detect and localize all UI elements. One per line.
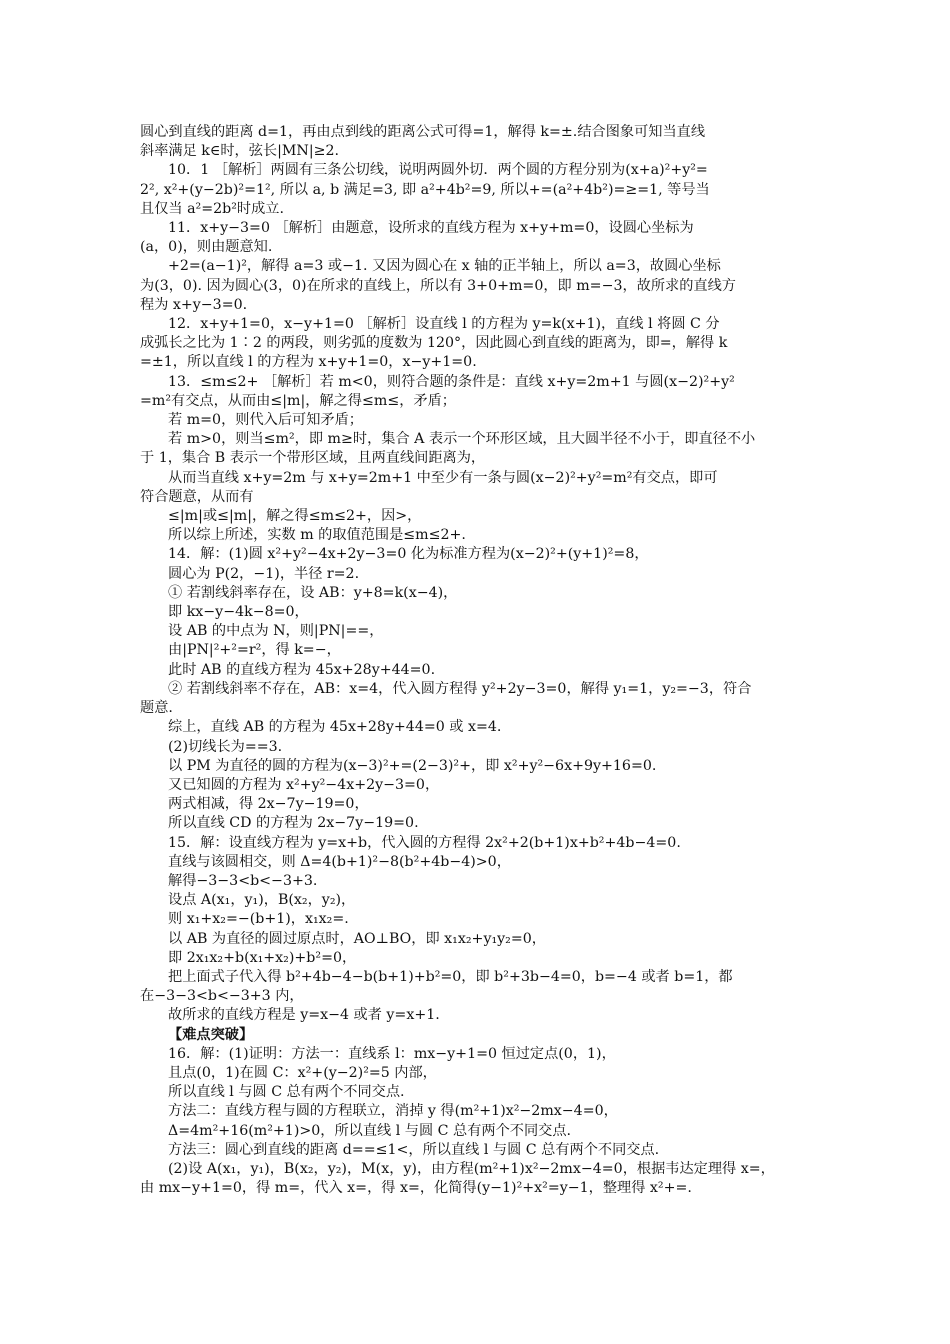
text-line: Δ=4m²+16(m²+1)>0，所以直线 l 与圆 C 总有两个不同交点. — [168, 1122, 572, 1139]
text-line: 由|PN|²+²=r²，得 k=−， — [168, 642, 341, 659]
text-line: 以 AB 为直径的圆过原点时，AO⊥BO，即 x₁x₂+y₁y₂=0， — [168, 930, 546, 947]
text-line: 所以直线 l 与圆 C 总有两个不同交点. — [168, 1084, 405, 1101]
text-line: 直线与该圆相交，则 Δ=4(b+1)²−8(b²+4b−4)>0， — [168, 853, 511, 870]
text-line: (a，0)，则由题意知. — [140, 239, 273, 256]
text-line: 12．x+y+1=0，x−y+1=0 ［解析］设直线 l 的方程为 y=k(x+1)，直线 l 将圆 C 分 — [168, 316, 720, 333]
text-line: 又已知圆的方程为 x²+y²−4x+2y−3=0， — [168, 776, 440, 793]
text-line: 设 AB 的中点为 N，则|PN|==， — [168, 623, 384, 640]
text-line: 此时 AB 的直线方程为 45x+28y+44=0. — [168, 661, 436, 678]
text-line: 且点(0，1)在圆 C：x²+(y−2)²=5 内部， — [168, 1064, 437, 1081]
text-line: +2=(a−1)²，解得 a=3 或−1. 又因为圆心在 x 轴的正半轴上，所以 a=3，故圆心坐标 — [168, 258, 721, 275]
text-line: ① 若割线斜率存在，设 AB：y+8=k(x−4)， — [168, 584, 458, 601]
text-line: 则 x₁+x₂=−(b+1)，x₁x₂=. — [168, 911, 349, 928]
text-line: 即 2x₁x₂+b(x₁+x₂)+b²=0， — [168, 949, 357, 966]
text-line: 以 PM 为直径的圆的方程为(x−3)²+=(2−3)²+，即 x²+y²−6x+9y+16=0. — [168, 757, 657, 774]
text-line: 故所求的直线方程是 y=x−4 或者 y=x+1. — [168, 1007, 440, 1024]
text-line: 即 kx−y−4k−8=0， — [168, 604, 309, 621]
text-line: 在−3−3<b<−3+3 内， — [140, 988, 304, 1005]
text-line: 11．x+y−3=0 ［解析］由题意，设所求的直线方程为 x+y+m=0，设圆心坐标为 — [168, 220, 694, 237]
text-line: 16．解：(1)证明：方法一：直线系 l：mx−y+1=0 恒过定点(0，1)， — [168, 1045, 616, 1062]
text-line: 方法二：直线方程与圆的方程联立，消掉 y 得(m²+1)x²−2mx−4=0， — [168, 1103, 618, 1120]
document-body — [140, 123, 820, 1198]
text-line: 由 mx−y+1=0，得 m=，代入 x=，得 x=，化简得(y−1)²+x²=y−1，整理得 x²+=. — [140, 1180, 692, 1197]
text-line: 且仅当 a²=2b²时成立. — [140, 200, 284, 217]
section-heading: 【难点突破】 — [168, 1026, 254, 1043]
text-line: 符合题意，从而有 — [140, 488, 254, 505]
text-line: 圆心到直线的距离 d=1，再由点到线的距离公式可得=1，解得 k=±.结合图象可知当直线 — [140, 124, 706, 140]
text-line: 所以直线 CD 的方程为 2x−7y−19=0. — [168, 815, 419, 832]
text-line: 15．解：设直线方程为 y=x+b，代入圆的方程得 2x²+2(b+1)x+b²+4b−4=0. — [168, 834, 681, 851]
text-line: =±1，所以直线 l 的方程为 x+y+1=0，x−y+1=0. — [140, 354, 477, 371]
text-line: 13．≤m≤2+ ［解析］若 m<0，则符合题的条件是：直线 x+y=2m+1 与圆(x−2)²+y² — [168, 373, 735, 390]
text-line: 10．1 ［解析］两圆有三条公切线，说明两圆外切．两个圆的方程分别为(x+a)²+y²= — [168, 162, 708, 179]
text-line: 把上面式子代入得 b²+4b−4−b(b+1)+b²=0，即 b²+3b−4=0，b=−4 或者 b=1，都 — [168, 968, 733, 985]
text-line: 题意. — [140, 700, 173, 717]
text-line: ≤|m|或≤|m|，解之得≤m≤2+，因>， — [168, 508, 422, 525]
text-line: 成弧长之比为 1∶2 的两段，则劣弧的度数为 120°，因此圆心到直线的距离为，即=，解得 k — [140, 335, 728, 352]
text-line: 于 1，集合 B 表示一个带形区域，且两直线间距离为， — [140, 450, 486, 467]
text-line: 斜率满足 k∈时，弦长|MN|≥2. — [140, 143, 340, 160]
text-line: 为(3，0). 因为圆心(3，0)在所求的直线上，所以有 3+0+m=0，即 m=−3，故所求的直线方 — [140, 277, 736, 294]
text-line: 所以综上所述，实数 m 的取值范围是≤m≤2+. — [168, 527, 466, 544]
text-line: 解得−3−3<b<−3+3. — [168, 872, 318, 889]
text-line: (2)设 A(x₁，y₁)，B(x₂，y₂)，M(x，y)，由方程(m²+1)x²−2mx−4=0，根据韦达定理得 x=， — [168, 1160, 775, 1177]
text-line: 方法三：圆心到直线的距离 d==≤1<，所以直线 l 与圆 C 总有两个不同交点. — [168, 1141, 660, 1158]
text-line: 2², x²+(y−2b)²=1², 所以 a, b 满足=3, 即 a²+4b²=9, 所以+=(a²+4b²)=≥=1, 等号当 — [140, 181, 710, 198]
text-line: 综上，直线 AB 的方程为 45x+28y+44=0 或 x=4. — [168, 719, 502, 736]
text-line: (2)切线长为==3. — [168, 738, 283, 755]
text-line: 两式相减，得 2x−7y−19=0， — [168, 796, 369, 813]
text-line: 圆心为 P(2，−1)，半径 r=2. — [168, 565, 360, 582]
text-line: 若 m>0，则当≤m²，即 m≥时，集合 A 表示一个环形区域，且大圆半径不小于，即直径不小 — [168, 431, 756, 448]
text-line: 设点 A(x₁，y₁)，B(x₂，y₂)， — [168, 892, 356, 909]
text-line: ② 若割线斜率不存在，AB：x=4，代入圆方程得 y²+2y−3=0，解得 y₁=1，y₂=−3，符合 — [168, 680, 752, 697]
text-line: =m²有交点，从而由≤|m|，解之得≤m≤，矛盾； — [140, 392, 456, 409]
text-line: 从而当直线 x+y=2m 与 x+y=2m+1 中至少有一条与圆(x−2)²+y²=m²有交点，即可 — [168, 469, 718, 486]
text-line: 14．解：(1)圆 x²+y²−4x+2y−3=0 化为标准方程为(x−2)²+(y+1)²=8， — [168, 546, 649, 563]
text-line: 程为 x+y−3=0. — [140, 296, 248, 313]
text-line: 若 m=0，则代入后可知矛盾； — [168, 412, 363, 429]
